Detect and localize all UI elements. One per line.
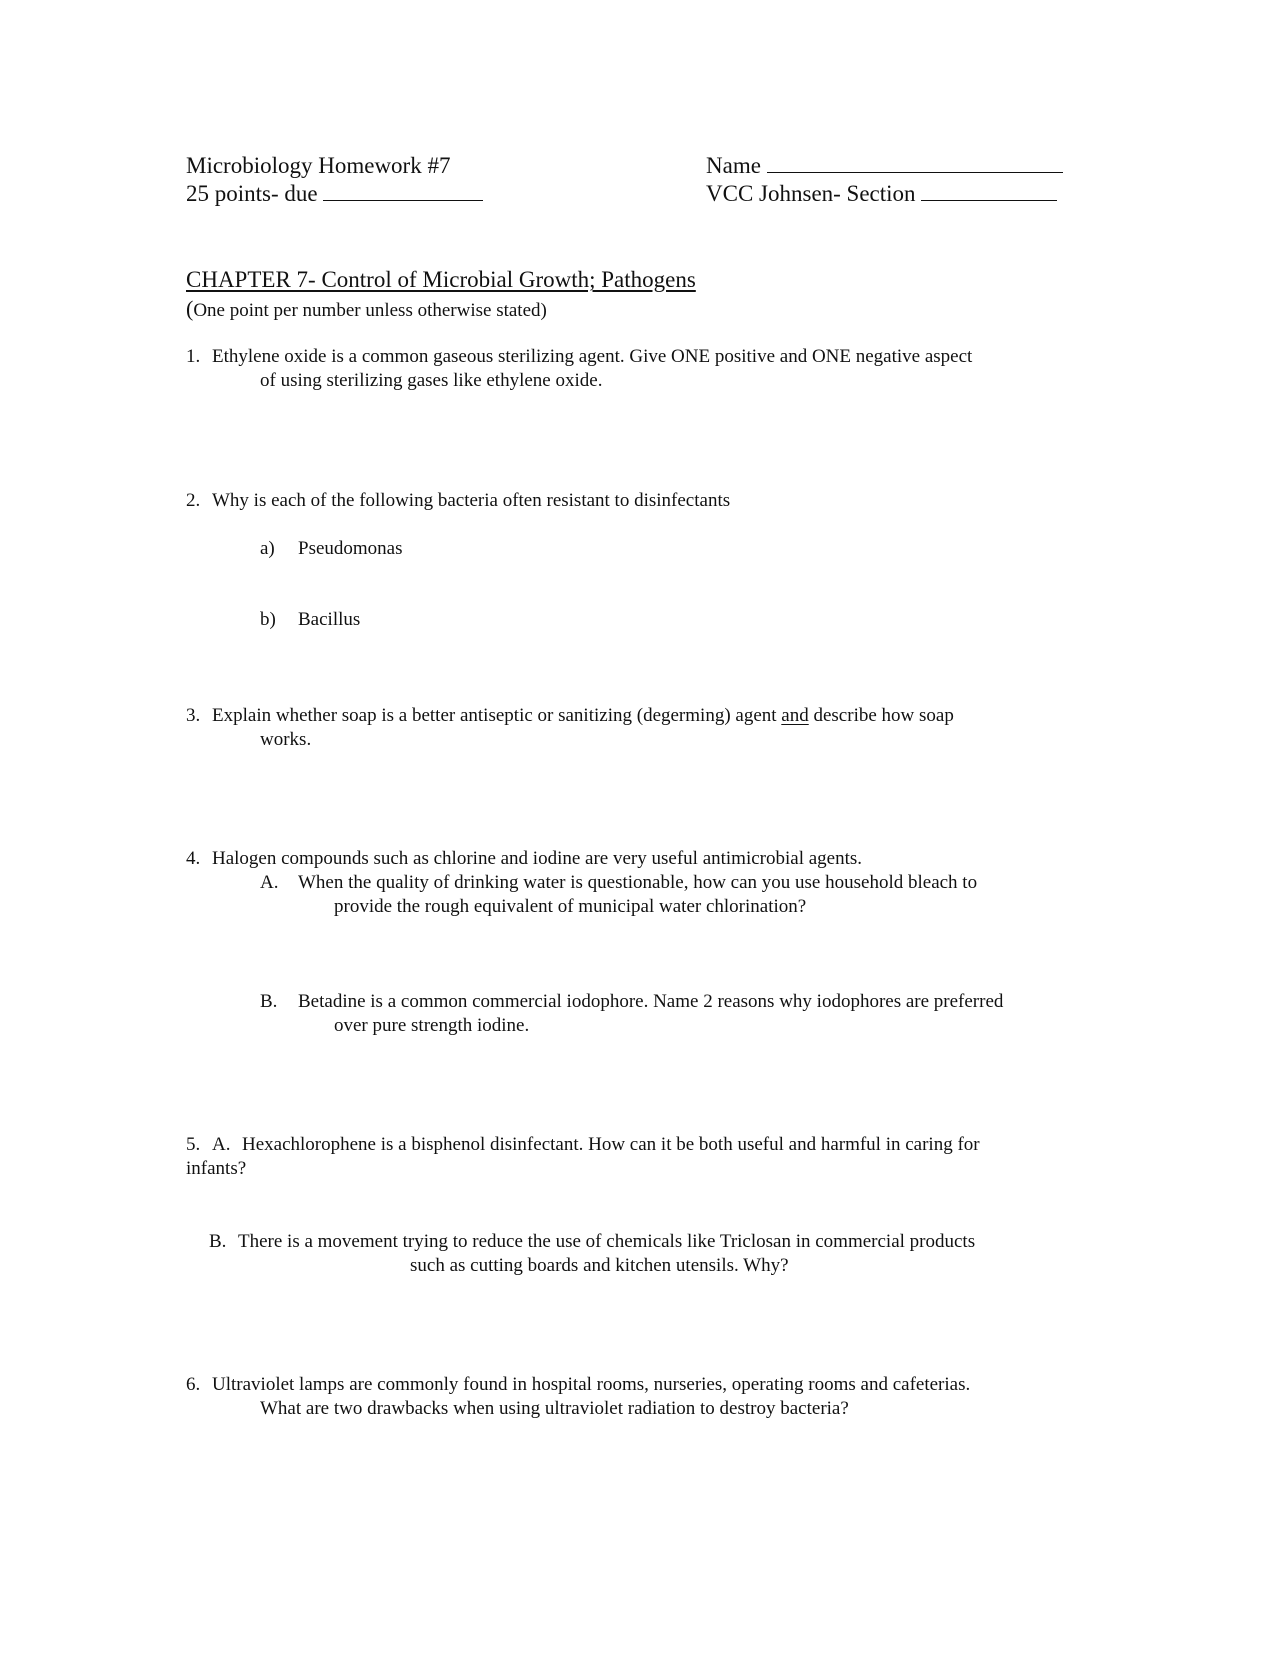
sub-question-label: B. <box>209 1231 227 1252</box>
name-line: Name <box>706 154 1063 177</box>
section-line: VCC Johnsen- Section <box>706 182 1057 205</box>
points-note: (One point per number unless otherwise stated) <box>186 296 547 321</box>
sub-question-label: b) <box>260 609 276 630</box>
question-number: 1. <box>186 346 201 367</box>
question-3: 3. Explain whether soap is a better antiseptic or sanitizing (degerming) agent and describe how soap <box>186 705 954 726</box>
question-number: 3. <box>186 705 201 726</box>
question-4b-continued: over pure strength iodine. <box>334 1015 530 1036</box>
question-5a-continued: infants? <box>186 1158 247 1179</box>
question-6-continued: What are two drawbacks when using ultraviolet radiation to destroy bacteria? <box>260 1398 849 1419</box>
question-3-continued: works. <box>260 729 312 750</box>
question-5b-continued: such as cutting boards and kitchen utensils. Why? <box>410 1255 789 1276</box>
chapter-title: CHAPTER 7- Control of Microbial Growth; Pathogens <box>186 267 696 292</box>
question-1-continued: of using sterilizing gases like ethylene oxide. <box>260 370 603 391</box>
question-6: 6. Ultraviolet lamps are commonly found in hospital rooms, nurseries, operating rooms and cafeterias. <box>186 1374 971 1395</box>
sub-question-label: B. <box>260 991 278 1012</box>
question-5a: 5. A. Hexachlorophene is a bisphenol disinfectant. How can it be both useful and harmful in caring for <box>186 1134 980 1155</box>
question-2: 2. Why is each of the following bacteria often resistant to disinfectants <box>186 490 731 511</box>
question-1: 1. Ethylene oxide is a common gaseous sterilizing agent. Give ONE positive and ONE negative aspect <box>186 346 973 367</box>
question-4a: A. When the quality of drinking water is questionable, how can you use household bleach to <box>260 872 978 893</box>
question-4a-continued: provide the rough equivalent of municipal water chlorination? <box>334 896 807 917</box>
question-number: 2. <box>186 490 201 511</box>
sub-question-label: A. <box>212 1134 231 1155</box>
question-5b: B. There is a movement trying to reduce the use of chemicals like Triclosan in commercial products <box>209 1231 976 1252</box>
course-title: Microbiology Homework #7 <box>186 153 451 178</box>
question-number: 5. <box>186 1134 201 1155</box>
section-blank[interactable] <box>921 182 1057 201</box>
question-2a: a) Pseudomonas <box>260 538 403 559</box>
sub-question-label: a) <box>260 538 275 559</box>
name-blank[interactable] <box>767 154 1063 173</box>
due-date-blank[interactable] <box>323 182 483 201</box>
question-2b: b) Bacillus <box>260 609 361 630</box>
question-4: 4. Halogen compounds such as chlorine and iodine are very useful antimicrobial agents. <box>186 848 863 869</box>
sub-question-label: A. <box>260 872 279 893</box>
question-4b: B. Betadine is a common commercial iodophore. Name 2 reasons why iodophores are preferred <box>260 991 1004 1012</box>
question-number: 6. <box>186 1374 201 1395</box>
points-due-line: 25 points- due <box>186 182 483 205</box>
question-number: 4. <box>186 848 201 869</box>
